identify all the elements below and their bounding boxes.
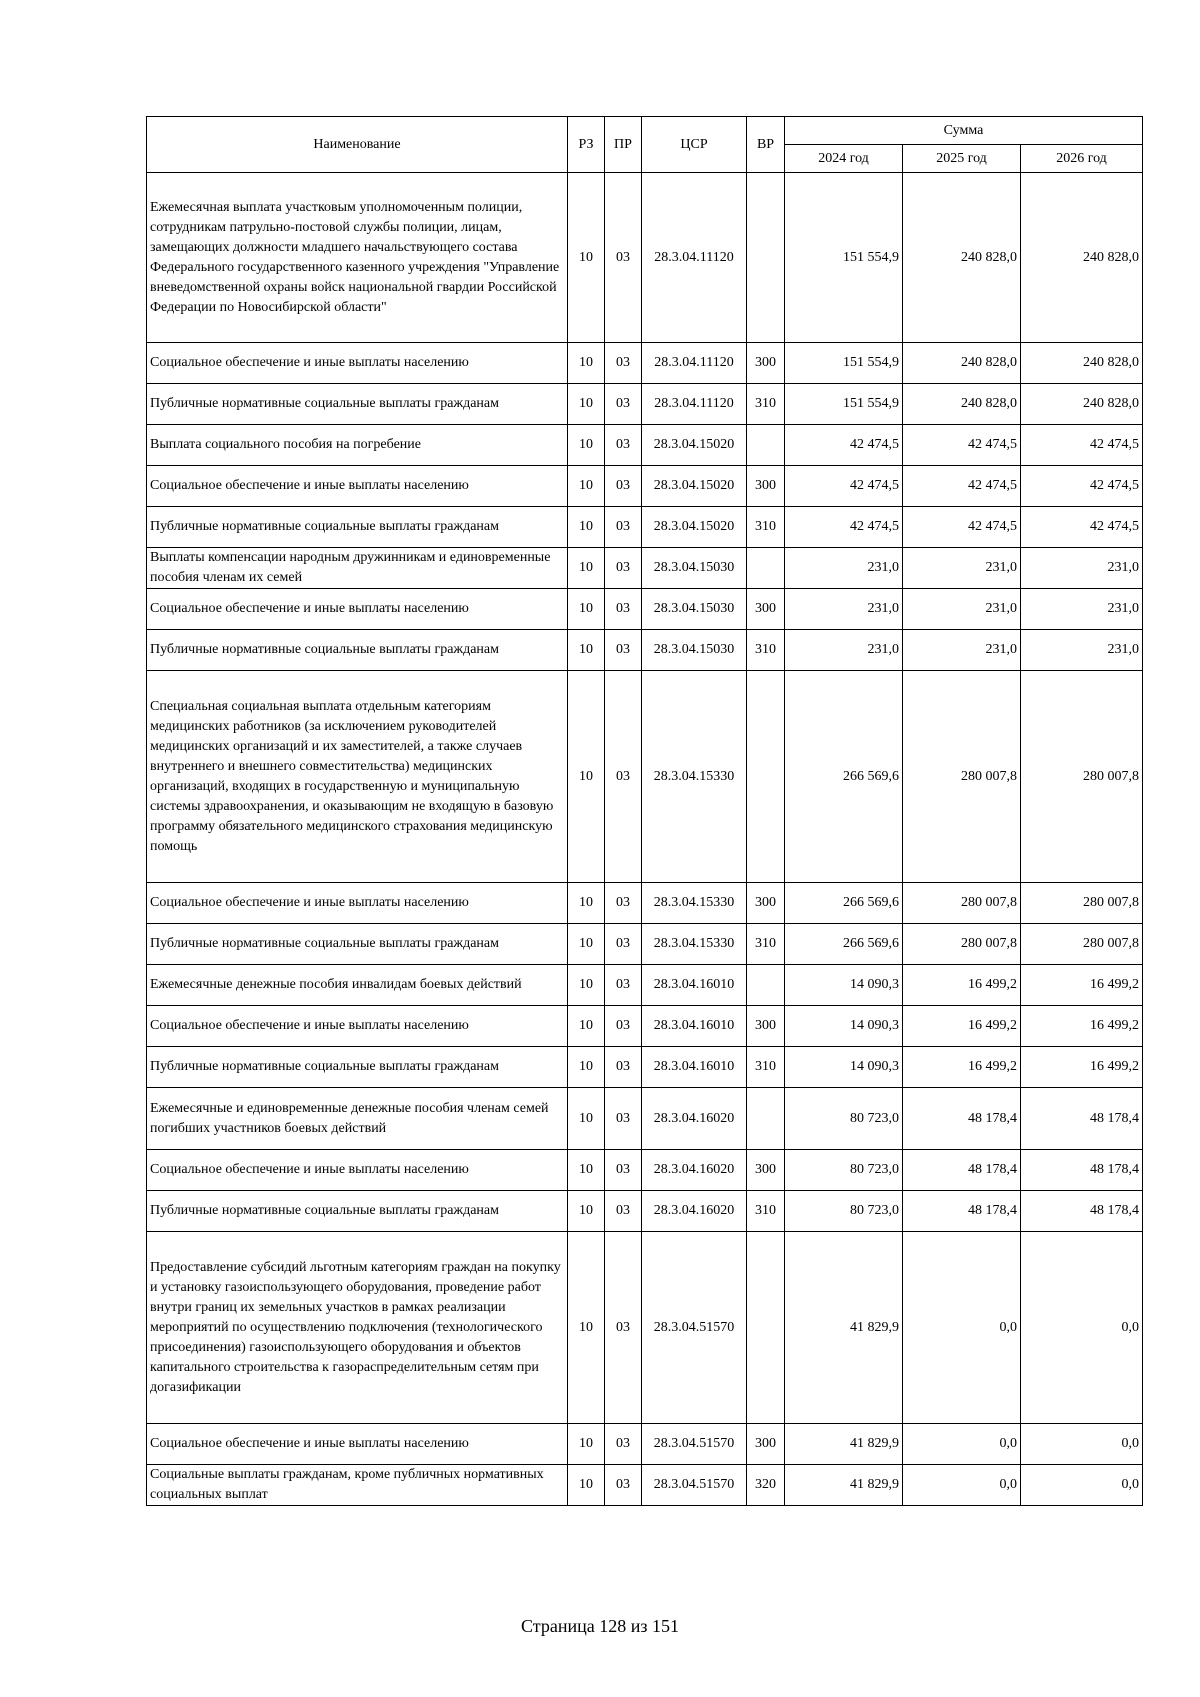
cell-vr: 300 [747,883,785,924]
cell-vr: 310 [747,924,785,965]
cell-pr: 03 [605,630,642,671]
cell-2026: 48 178,4 [1021,1088,1143,1150]
table-row [147,883,1143,924]
cell-name: Социальное обеспечение и иные выплаты населению [147,589,568,630]
cell-vr: 300 [747,466,785,507]
cell-pr: 03 [605,671,642,883]
cell-2025: 0,0 [903,1465,1021,1506]
cell-rz: 10 [568,1465,605,1506]
header-year-2025: 2025 год [903,145,1021,173]
cell-pr: 03 [605,384,642,425]
cell-2024: 151 554,9 [785,384,903,425]
cell-vr [747,1088,785,1150]
table-row [147,343,1143,384]
cell-csr: 28.3.04.15330 [642,671,747,883]
cell-csr: 28.3.04.11120 [642,173,747,343]
cell-2025: 231,0 [903,589,1021,630]
table-row [147,507,1143,548]
cell-2026: 231,0 [1021,630,1143,671]
table-row [147,1465,1143,1506]
header-rz: РЗ [568,117,605,173]
cell-2025: 280 007,8 [903,671,1021,883]
cell-csr: 28.3.04.15020 [642,425,747,466]
cell-vr: 300 [747,589,785,630]
cell-pr: 03 [605,1150,642,1191]
cell-2024: 151 554,9 [785,173,903,343]
cell-vr: 300 [747,1150,785,1191]
table-row [147,1150,1143,1191]
cell-2026: 280 007,8 [1021,671,1143,883]
cell-2026: 16 499,2 [1021,1047,1143,1088]
cell-csr: 28.3.04.51570 [642,1232,747,1424]
cell-2025: 0,0 [903,1232,1021,1424]
cell-rz: 10 [568,671,605,883]
cell-vr: 300 [747,1006,785,1047]
cell-2024: 42 474,5 [785,466,903,507]
cell-2024: 42 474,5 [785,507,903,548]
cell-name: Социальное обеспечение и иные выплаты населению [147,343,568,384]
cell-name: Социальное обеспечение и иные выплаты населению [147,1150,568,1191]
cell-csr: 28.3.04.16010 [642,1047,747,1088]
cell-2025: 48 178,4 [903,1150,1021,1191]
cell-name: Социальные выплаты гражданам, кроме публичных нормативных социальных выплат [147,1465,568,1506]
cell-name: Публичные нормативные социальные выплаты гражданам [147,507,568,548]
cell-pr: 03 [605,1047,642,1088]
cell-name: Социальное обеспечение и иные выплаты населению [147,883,568,924]
cell-2026: 16 499,2 [1021,1006,1143,1047]
header-year-2026: 2026 год [1021,145,1143,173]
cell-rz: 10 [568,1150,605,1191]
table-row [147,384,1143,425]
cell-vr: 310 [747,507,785,548]
cell-2026: 0,0 [1021,1424,1143,1465]
cell-name: Ежемесячные и единовременные денежные пособия членам семей погибших участников боевых действий [147,1088,568,1150]
cell-pr: 03 [605,173,642,343]
cell-2026: 280 007,8 [1021,883,1143,924]
cell-2025: 240 828,0 [903,384,1021,425]
cell-rz: 10 [568,630,605,671]
cell-vr: 320 [747,1465,785,1506]
cell-csr: 28.3.04.16020 [642,1150,747,1191]
table-row [147,1088,1143,1150]
cell-2025: 16 499,2 [903,1006,1021,1047]
cell-2026: 48 178,4 [1021,1191,1143,1232]
header-vr: ВР [747,117,785,173]
cell-csr: 28.3.04.11120 [642,384,747,425]
cell-csr: 28.3.04.16010 [642,965,747,1006]
cell-2026: 42 474,5 [1021,466,1143,507]
cell-name: Предоставление субсидий льготным категориям граждан на покупку и установку газоиспользующего оборудования, проведение работ внутри границ их земельных участков в рамках реализации мероприятий по осуществлению подключения (технологического присоединения) газоиспользующего оборудования и объектов капитального строительства к газораспределительным сетям при догазификации [147,1232,568,1424]
table-row [147,1047,1143,1088]
cell-2025: 280 007,8 [903,924,1021,965]
header-name: Наименование [147,117,568,173]
cell-2026: 48 178,4 [1021,1150,1143,1191]
cell-name: Выплаты компенсации народным дружинникам и единовременные пособия членам их семей [147,548,568,589]
cell-rz: 10 [568,466,605,507]
cell-name: Публичные нормативные социальные выплаты гражданам [147,1047,568,1088]
cell-2024: 41 829,9 [785,1424,903,1465]
cell-vr: 310 [747,1191,785,1232]
cell-2026: 231,0 [1021,548,1143,589]
cell-pr: 03 [605,1232,642,1424]
cell-csr: 28.3.04.16010 [642,1006,747,1047]
cell-2024: 41 829,9 [785,1465,903,1506]
cell-rz: 10 [568,1424,605,1465]
cell-vr [747,425,785,466]
cell-2024: 266 569,6 [785,883,903,924]
cell-2025: 280 007,8 [903,883,1021,924]
table-row [147,671,1143,883]
cell-pr: 03 [605,466,642,507]
cell-vr: 310 [747,1047,785,1088]
page-number: Страница 128 из 151 [521,1616,679,1636]
cell-pr: 03 [605,1424,642,1465]
cell-csr: 28.3.04.11120 [642,343,747,384]
table-body [147,173,1143,1506]
cell-2025: 240 828,0 [903,343,1021,384]
cell-pr: 03 [605,924,642,965]
cell-csr: 28.3.04.15020 [642,507,747,548]
cell-csr: 28.3.04.15020 [642,466,747,507]
cell-csr: 28.3.04.15030 [642,548,747,589]
cell-pr: 03 [605,548,642,589]
cell-name: Ежемесячные денежные пособия инвалидам боевых действий [147,965,568,1006]
cell-2026: 240 828,0 [1021,384,1143,425]
cell-2025: 16 499,2 [903,965,1021,1006]
cell-csr: 28.3.04.15030 [642,630,747,671]
cell-2024: 14 090,3 [785,1047,903,1088]
cell-2024: 80 723,0 [785,1150,903,1191]
cell-vr [747,671,785,883]
table-row [147,965,1143,1006]
cell-2026: 0,0 [1021,1232,1143,1424]
table-row [147,1191,1143,1232]
table-row [147,173,1143,343]
cell-vr [747,965,785,1006]
cell-2026: 280 007,8 [1021,924,1143,965]
table-row [147,425,1143,466]
cell-rz: 10 [568,1232,605,1424]
table-row [147,924,1143,965]
cell-rz: 10 [568,1047,605,1088]
cell-rz: 10 [568,425,605,466]
cell-rz: 10 [568,343,605,384]
cell-vr: 300 [747,343,785,384]
cell-2026: 16 499,2 [1021,965,1143,1006]
table-row [147,1232,1143,1424]
table-row [147,630,1143,671]
cell-2024: 231,0 [785,548,903,589]
budget-table [146,116,1143,1506]
cell-2025: 48 178,4 [903,1088,1021,1150]
cell-csr: 28.3.04.16020 [642,1088,747,1150]
table-row [147,466,1143,507]
cell-rz: 10 [568,1191,605,1232]
cell-pr: 03 [605,589,642,630]
cell-name: Публичные нормативные социальные выплаты гражданам [147,630,568,671]
cell-pr: 03 [605,425,642,466]
table-header [147,117,1143,173]
cell-2025: 231,0 [903,630,1021,671]
cell-2024: 14 090,3 [785,965,903,1006]
cell-2025: 240 828,0 [903,173,1021,343]
cell-name: Публичные нормативные социальные выплаты гражданам [147,1191,568,1232]
cell-rz: 10 [568,589,605,630]
cell-2024: 80 723,0 [785,1088,903,1150]
cell-rz: 10 [568,1006,605,1047]
cell-rz: 10 [568,883,605,924]
cell-pr: 03 [605,883,642,924]
cell-2024: 80 723,0 [785,1191,903,1232]
cell-2024: 266 569,6 [785,924,903,965]
cell-2026: 42 474,5 [1021,507,1143,548]
cell-pr: 03 [605,343,642,384]
cell-name: Специальная социальная выплата отдельным категориям медицинских работников (за исключением руководителей медицинских организаций и их заместителей, а также случаев внутреннего и внешнего совместительства) медицинских организаций, входящих в государственную и муниципальную системы здравоохранения, и оказывающим не входящую в базовую программу обязательного медицинского страхования медицинскую помощь [147,671,568,883]
header-csr: ЦСР [642,117,747,173]
cell-vr: 310 [747,384,785,425]
cell-2026: 240 828,0 [1021,173,1143,343]
cell-pr: 03 [605,1006,642,1047]
cell-2026: 231,0 [1021,589,1143,630]
header-year-2024: 2024 год [785,145,903,173]
table-row [147,1006,1143,1047]
cell-name: Публичные нормативные социальные выплаты гражданам [147,384,568,425]
cell-name: Выплата социального пособия на погребение [147,425,568,466]
header-pr: ПР [605,117,642,173]
cell-vr: 310 [747,630,785,671]
header-sum: Сумма [785,117,1143,145]
cell-name: Социальное обеспечение и иные выплаты населению [147,1006,568,1047]
cell-rz: 10 [568,507,605,548]
cell-2024: 42 474,5 [785,425,903,466]
cell-name: Публичные нормативные социальные выплаты гражданам [147,924,568,965]
cell-2026: 0,0 [1021,1465,1143,1506]
cell-pr: 03 [605,507,642,548]
cell-2025: 0,0 [903,1424,1021,1465]
cell-2025: 42 474,5 [903,425,1021,466]
cell-pr: 03 [605,965,642,1006]
cell-csr: 28.3.04.51570 [642,1424,747,1465]
table-row [147,1424,1143,1465]
cell-2026: 42 474,5 [1021,425,1143,466]
cell-pr: 03 [605,1465,642,1506]
cell-2025: 42 474,5 [903,466,1021,507]
cell-rz: 10 [568,1088,605,1150]
cell-csr: 28.3.04.51570 [642,1465,747,1506]
cell-2025: 231,0 [903,548,1021,589]
cell-rz: 10 [568,384,605,425]
cell-vr [747,173,785,343]
cell-2025: 48 178,4 [903,1191,1021,1232]
cell-2026: 240 828,0 [1021,343,1143,384]
cell-rz: 10 [568,965,605,1006]
cell-vr: 300 [747,1424,785,1465]
cell-vr [747,548,785,589]
cell-name: Социальное обеспечение и иные выплаты населению [147,1424,568,1465]
cell-pr: 03 [605,1088,642,1150]
cell-name: Социальное обеспечение и иные выплаты населению [147,466,568,507]
cell-csr: 28.3.04.15030 [642,589,747,630]
cell-2024: 41 829,9 [785,1232,903,1424]
cell-2024: 231,0 [785,589,903,630]
cell-csr: 28.3.04.15330 [642,924,747,965]
cell-rz: 10 [568,924,605,965]
cell-vr [747,1232,785,1424]
cell-rz: 10 [568,173,605,343]
table-row [147,589,1143,630]
table-row [147,548,1143,589]
cell-2024: 266 569,6 [785,671,903,883]
cell-2024: 14 090,3 [785,1006,903,1047]
cell-2025: 16 499,2 [903,1047,1021,1088]
cell-2025: 42 474,5 [903,507,1021,548]
cell-2024: 231,0 [785,630,903,671]
cell-csr: 28.3.04.16020 [642,1191,747,1232]
cell-name: Ежемесячная выплата участковым уполномоченным полиции, сотрудникам патрульно-постовой службы полиции, лицам, замещающих должности младшего начальствующего состава Федерального государственного казенного учреждения "Управление вневедомственной охраны войск национальной гвардии Российской Федерации по Новосибирской области" [147,173,568,343]
cell-rz: 10 [568,548,605,589]
cell-csr: 28.3.04.15330 [642,883,747,924]
cell-pr: 03 [605,1191,642,1232]
cell-2024: 151 554,9 [785,343,903,384]
